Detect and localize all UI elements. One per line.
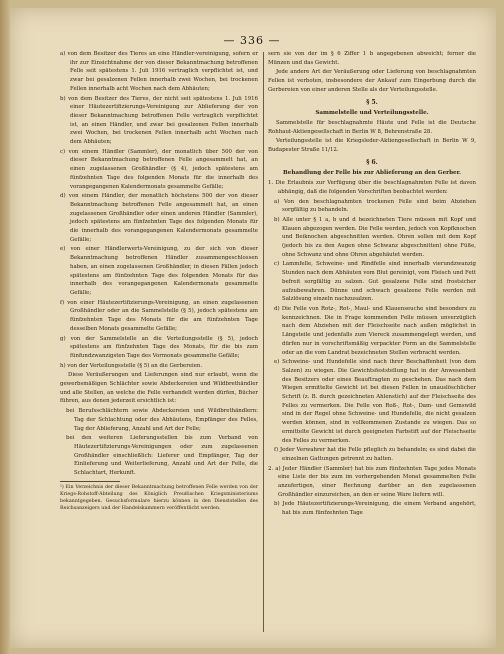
subitem-2: bei den weiteren Lieferungsstellen bis zum Verband von Häutezertifizierungs-Vereinigungen oder zum zugelassenen Großhändler einschließlich: Lieferer und Empfänger, Tag der Einlieferung und Weiterlieferung, Anzahl und Art der Felle, die Schlachtart, Herkunft. xyxy=(66,435,258,477)
subitem-1: bei Berufsschlächtern sowie Abdeckereien und Wildbrethändlern: Tag der Schlachtung oder des Abhäutens, Empfänger des Felles, Tag der Ablieferung, Anzahl und Art der Felle; xyxy=(66,408,258,432)
section-6-item: 1. Die Erlaubnis zur Verfügung über die beschlagnahmten Felle ist davon abhängig, daß die folgenden Vorschriften beobachtet werden: xyxy=(268,180,476,195)
continuation-text: sern sie von der im § 6 Ziffer 1 b angegebenen abweicht; ferner die Münzen und das Gewicht. xyxy=(268,51,476,66)
book-spine xyxy=(0,0,10,654)
section-6-item: e) Schweine- und Hundefelle sind nach ihrer Beschaffenheit (von dem Salzen) zu wiegen. Die Gewichtsfeststellung hat in der Anwesenheit des Besitzers oder eines Beauftragten zu geschehen. Das nach dem Wiegen ermittelte Gewicht ist bei diesen Fellen in unauslöschlicher Schrift (z. B. durch gezeichneten Ahlenstich) auf der Fleischseite des Felles zu vermerken. Die Felle von Roß-, Rot-, Dam- und Gemswild sind in der Regel ohne Schweine- und Hundefelle, die nicht gesalzen werden können, sind in vollkommenen Zustande zu wiegen. Das so ermittelte Gewicht ist durch geeigneten Farbstift auf der Fleischseite des Felles zu vermerken. xyxy=(274,359,476,444)
column-divider xyxy=(263,52,264,632)
section-6-item: a) Von den beschlagnahmten trockenen Felle sind beim Abziehen sorgfältig zu behandeln. xyxy=(274,198,476,214)
section-6-item: 2. a) Jeder Händler (Sammler) hat bis zum fünfzehnten Tage jedes Monats eine Liste der bis zum im vorhergehenden Monat gesammelten Felle anzufertigen, einer Rechnung darüber an den zugelassenen Großhändler einzureichen, an den er seine Ware liefern will. xyxy=(268,465,476,498)
clause-h: h) von der Verteilungsstelle (§ 5) an die Gerbereien. xyxy=(60,362,203,369)
page-number: — 336 — xyxy=(223,34,281,47)
clause-c: c) von einem Händler (Sammler), der monatlich über 500 der von dieser Bekanntmachung betroffenen Felle angesammelt hat, an einen zugelassenen Großhändler (§ 4), jedoch spätestens am fünfzehnten Tage des folgenden Monats für die innerhalb des vorangegangenen Kalendermonats gesammelte Gefälle; xyxy=(60,148,258,190)
closing-paragraph: Diese Veräußerungen und Lieferungen sind nur erlaubt, wenn die gewerbsmäßigen Schlächter sowie Abdeckereien und Wildbrethändler und alle Stellen, an welche die Felle verhandelt werden dürfen, Bücher führen, aus denen jederzeit ersichtlich ist: xyxy=(60,372,258,405)
prohibition-paragraph: Jede andere Art der Veräußerung oder Lieferung von beschlagnahmten Fellen ist verboten, insbesondere der Ankauf zum Eingerbung durch die Gerbereien von einer anderen Stelle als der Verteilungsstelle. xyxy=(268,69,476,93)
section-6-title: Behandlung der Felle bis zur Ablieferung an den Gerber. xyxy=(283,170,461,177)
section-6-item: d) Die Felle von Rotz-, Rot-, Maul- und Klauenseuche sind besonders zu kennzeichnen. Die in Frage kommenden Felle müssen unverzüglich nach dem Abziehen mit der Fleischseite nach außen möglichst in Längsteile und jedenfalls zum Viereck zusammengelegt werden, und dürfen nur in vorschriftsmäßig verpackter Form an die Sammelstelle oder an die vom Landrat bezeichneten Stellen verbracht werden. xyxy=(274,305,476,356)
footnote-divider xyxy=(60,481,120,482)
clause-a: a) von dem Besitzer des Tieres an eine Händler-vereinigung, sofern er ihr zur Einsichtnahme der von dieser Bekanntmachung betroffenen Felle seit spätestens 1. Juli 1916 vertraglich verpflichtet ist, und zwar bei gesalzenen Fellen innerhalb zwei Wochen, bei trockenen Fellen innerhalb acht Wochen nach dem Abhäuten; xyxy=(60,51,258,92)
footnote: ¹) Ein Verzeichnis der dieser Bekanntmachung betroffenen Felle werden von der Kriegs-Rohstoff-Abteilung des Königlich Preußischen Kriegsministeriums bekanntgegeben. Gesuchsformulare hierzu können in den Dienststellen des Reichsanzeigers und der Handelskammern veröffentlicht werden. xyxy=(60,484,258,511)
clause-e: e) von einer Händlerwerts-Vereinigung, zu der sich von dieser Bekanntmachung betroffenen Händler zusammengeschlossen haben, an einen zugelassenen Großhändler, in diesen Fällen jedoch spätestens am fünfzehnten Tage des folgenden Monats für das innerhalb des vorangegangenen Kalendermonats gesammelte Gefälle; xyxy=(60,246,258,296)
clause-g: g) von der Sammelstelle an die Verteilungsstelle (§ 5), jedoch spätestens am fünfzehnten Tage des Monats, für die bis zum fünfundzwanzigsten Tage des Vormonats gesammelte Gefälle; xyxy=(60,335,258,359)
section-6-item: c) Lammfelle, Schweine- und Rindfelle sind innerhalb vierundzwanzig Stunden nach dem Abhäuten vom Blut gereinigt, vom Fleisch und Fett befreit sorgfältig zu salzen. Gut gesalzene Felle sind frostsicher aufzubewahren. Dünne und schwach gesalzene Felle werden mit Salzlösung einzeln nachzusalzen. xyxy=(274,261,476,303)
section-6-number: § 6. xyxy=(366,158,378,166)
right-column xyxy=(268,50,476,519)
left-column xyxy=(60,50,258,513)
section-5-title: Sammelstelle und Verteilungsstelle. xyxy=(315,110,429,117)
section-6-item: b) Jede Häutezertifizierungs-Vereinigung, die einem Verband angehört, hat bis zum fünfzehnten Tage xyxy=(274,501,476,517)
section-5-text-1: Sammelstelle für beschlagnahmte Häute und Felle ist die Deutsche Rohhaut-Aktiengesellschaft in Berlin W 8, Behrenstraße 28. xyxy=(268,119,476,135)
clause-d: d) von einem Händler, der monatlich höchstens 500 der von dieser Bekanntmachung betroffenen Felle angesammelt hat, an einen zugelassenen Großhändler oder einen anderen Händler (Sammler), jedoch spätestens am fünfzehnten Tage des folgenden Monats für die innerhalb des vorangegangenen Kalendermonats gesammelte Gefälle; xyxy=(60,193,258,243)
section-5-text-2: Verteilungsstelle ist die Kriegsleder-Aktiengesellschaft in Berlin W 9, Budapester Straße 11/12. xyxy=(268,138,476,154)
clause-b: b) von dem Besitzer des Tieres, der nicht seit spätestens 1. Juli 1916 einer Häutezertifizierungs-Vereinigung zur Ablieferung der von dieser Bekanntmachung betroffenen Felle vertraglich verpflichtet ist, an einen Händler, und zwar bei gesalzenen Fellen innerhalb zwei Wochen, bei trockenen Fellen innerhalb acht Wochen nach dem Abhäuten; xyxy=(60,95,258,146)
section-5-number: § 5. xyxy=(366,98,378,106)
section-6-item: b) Alle unter § 1 a, b und d bezeichneten Tiere müssen mit Kopf und Klauen abgezogen werden. Die Felle werden, jedoch von Kopfknochen und Beiknochen abgeschnitten werden. Ohren sollen mit dem Kopf (jedoch bis zu den Augen ohne Schwanz abgeschnitten) ohne Füße, ohne Schwanz und ohne Ohren abgehäutet werden. xyxy=(274,216,476,258)
section-6-item: f) Jeder Verwahrer hat die Felle pfleglich zu behandeln; es sind dabei die einzelnen Gattungen getrennt zu halten. xyxy=(274,447,476,462)
clause-f: f) von einer Häutezertifizierungs-Vereinigung, an einen zugelassenen Großhändler oder an die Sammelstelle (§ 5), jedoch spätestens am fünfzehnten Tage des Monats für die am fünfzehnten Tage desselben Monats gesammelte Gefälle; xyxy=(60,299,258,332)
